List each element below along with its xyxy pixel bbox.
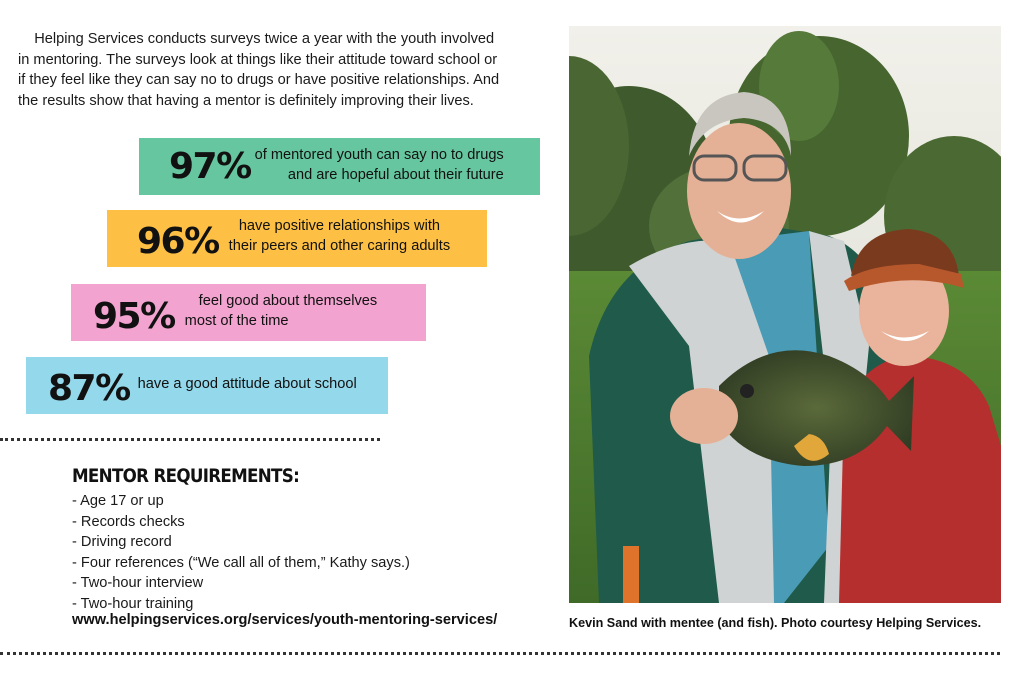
requirements-list — [72, 491, 410, 615]
stat-line: of mentored youth can say no to drugs — [254, 146, 504, 163]
stat-percent: 96% — [137, 221, 219, 262]
stat-description — [185, 291, 378, 331]
stat-line: feel good about themselves — [198, 292, 378, 309]
requirements-title: MENTOR REQUIREMENTS: — [72, 465, 300, 487]
intro-line: the results show that having a mentor is definitely improving their lives. — [18, 92, 474, 109]
requirement-item: - Four references (“We call all of them,” Kathy says.) — [72, 554, 410, 571]
requirement-item: - Two-hour training — [72, 595, 194, 612]
intro-paragraph — [18, 29, 553, 111]
stat-description — [138, 374, 357, 394]
stat-banner-relationships — [107, 210, 487, 267]
photo-caption: Kevin Sand with mentee (and fish). Photo courtesy Helping Services. — [569, 616, 982, 630]
mentoring-url-link[interactable]: www.helpingservices.org/services/youth-mentoring-services/ — [72, 612, 498, 628]
stat-line: most of the time — [184, 312, 289, 329]
stat-line: have positive relationships with — [238, 217, 440, 234]
stat-banner-feel-good — [71, 284, 426, 341]
intro-line: Helping Services conducts surveys twice a year with the youth involved — [18, 31, 495, 47]
dotted-divider — [0, 652, 1000, 655]
requirement-item: - Driving record — [72, 534, 172, 551]
stat-description — [255, 145, 504, 185]
requirement-item: - Age 17 or up — [72, 493, 164, 509]
stat-line: and are hopeful about their future — [287, 166, 504, 183]
stat-line: their peers and other caring adults — [228, 237, 451, 254]
stat-percent: 87% — [48, 368, 130, 409]
requirement-item: - Two-hour interview — [72, 575, 204, 592]
stat-banner-school-attitude — [26, 357, 388, 414]
stat-percent: 97% — [169, 146, 251, 187]
stat-line: have a good attitude about school — [137, 375, 357, 392]
intro-line: if they feel like they can say no to drugs or have positive relationships. And — [18, 72, 500, 88]
stat-percent: 95% — [93, 296, 175, 337]
dotted-divider — [0, 438, 380, 441]
stat-banner-no-to-drugs — [139, 138, 540, 195]
mentor-photo — [569, 26, 1001, 603]
requirement-item: - Records checks — [72, 513, 185, 530]
intro-line: in mentoring. The surveys look at things like their attitude toward school or — [18, 51, 498, 68]
stat-description — [229, 216, 450, 256]
